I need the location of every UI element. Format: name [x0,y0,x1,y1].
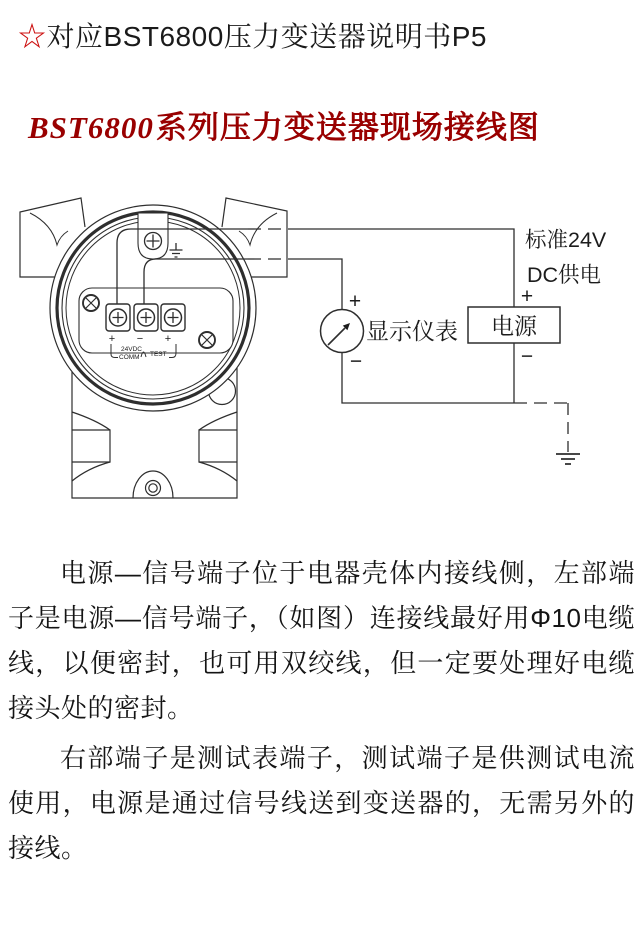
terminal-plus-left-label: + [108,333,116,345]
meter-minus-label: − [349,350,363,373]
test-terminal-label: TEST [150,351,167,358]
title-rest-text: 系列压力变送器现场接线图 [155,110,540,145]
paragraph-test-terminal: 右部端子是测试表端子，测试端子是供测试电流使用，电源是通过信号线送到变送器的，无需另外的接线。 [8,743,635,863]
transmitter-drawing [20,198,287,498]
wire-return [342,343,514,403]
title-model-text: BST6800 [28,110,154,145]
supply-terminal-label2: COMM [119,354,140,361]
meter-label: 显示仪表 [366,318,458,344]
meter-plus-label: + [348,290,362,313]
star-icon: ☆ [18,21,47,52]
header-note [18,20,487,54]
page-title [28,102,540,147]
paragraph-wiring-seal: 电源—信号端子位于电器壳体内接线侧，左部端子是电源—信号端子，（如图）连接线最好用Φ10电缆线，以便密封，也可用双绞线，但一定要处理好电缆接头处的密封。 [8,558,635,723]
terminal-plus-right-label: + [164,333,172,345]
power-plus-label: + [520,285,534,308]
header-note-text: 对应BST6800压力变送器说明书P5 [46,21,488,52]
earth-ground-icon [556,454,580,464]
supply-terminal-label: 24VDC [121,346,142,353]
power-supply-label: 电源 [491,313,537,339]
display-meter [321,290,459,373]
terminal-minus-label: − [136,333,144,345]
wiring-diagram [0,186,640,516]
supply-note-line1: 标准24V [525,228,607,252]
earth-wire [514,403,580,464]
power-supply [468,228,607,368]
power-minus-label: − [520,345,534,368]
supply-note-line2: DC供电 [527,263,602,287]
